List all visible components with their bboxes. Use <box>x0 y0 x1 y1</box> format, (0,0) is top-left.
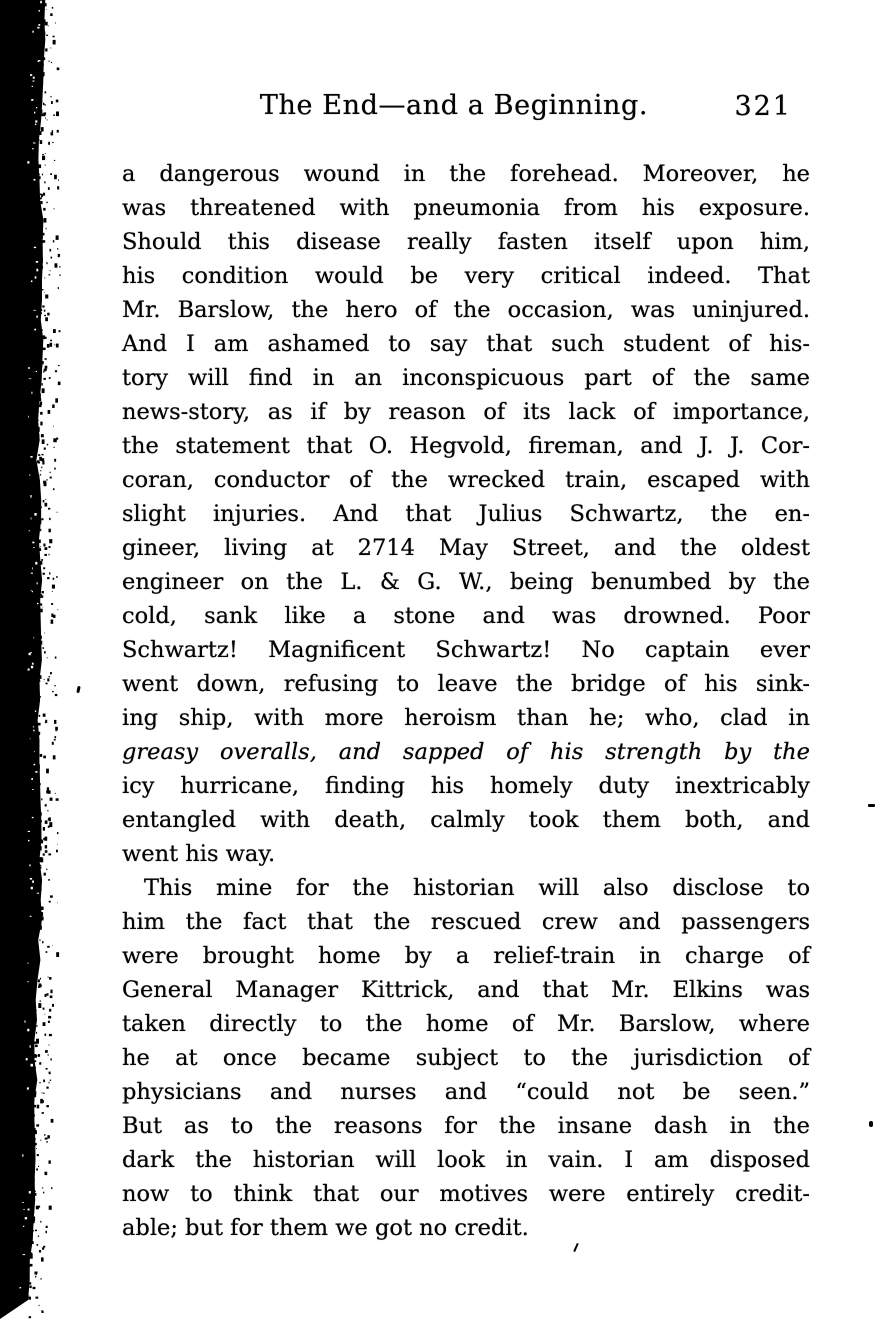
scan-speck <box>76 686 80 693</box>
text-line: ing ship, with more heroism than he; who, clad in <box>122 705 810 731</box>
running-head <box>122 90 810 132</box>
text-line: dark the historian will look in vain. I am disposed <box>122 1147 810 1173</box>
text-line: were brought home by a relief-train in charge of <box>122 943 810 969</box>
text-line: But as to the reasons for the insane dash in the <box>122 1113 810 1139</box>
text-line: physicians and nurses and “could not be seen.” <box>122 1079 810 1105</box>
text-line: he at once became subject to the jurisdiction of <box>122 1045 810 1071</box>
text-line: went down, refusing to leave the bridge of his sink- <box>122 671 810 697</box>
text-block <box>122 157 810 1245</box>
text-line: engineer on the L. & G. W., being benumbed by the <box>122 569 810 595</box>
binding-shadow <box>0 0 80 1319</box>
text-line: cold, sank like a stone and was drowned. Poor <box>122 603 810 629</box>
text-line: able; but for them we got no credit. <box>122 1215 529 1241</box>
text-line: him the fact that the rescued crew and passengers <box>122 909 810 935</box>
text-line: Mr. Barslow, the hero of the occasion, was uninjured. <box>122 297 810 323</box>
scan-speck <box>869 1121 873 1127</box>
text-line: entangled with death, calmly took them both, and <box>122 807 810 833</box>
text-line: news-story, as if by reason of its lack of importance, <box>122 399 810 425</box>
text-line: General Manager Kittrick, and that Mr. Elkins was <box>122 977 810 1003</box>
page-title: The End—and a Beginning. <box>259 90 649 121</box>
text-line: his condition would be very critical indeed. That <box>122 263 810 289</box>
paragraph <box>122 871 810 1245</box>
text-line: now to think that our motives were entirely credit- <box>122 1181 810 1207</box>
text-line: Should this disease really fasten itself upon him, <box>122 229 810 255</box>
text-line: And I am ashamed to say that such student of his- <box>122 331 810 357</box>
text-line: icy hurricane, finding his homely duty inextricably <box>122 773 810 799</box>
text-line: Schwartz! Magnificent Schwartz! No captain ever <box>122 637 810 663</box>
text-line: went his way. <box>122 841 276 867</box>
binding-noise-svg <box>0 0 80 1319</box>
text-line: gineer, living at 2714 May Street, and the oldest <box>122 535 810 561</box>
text-line: slight injuries. And that Julius Schwartz, the en- <box>122 501 810 527</box>
text-line: taken directly to the home of Mr. Barslow, where <box>122 1011 810 1037</box>
text-line: a dangerous wound in the forehead. Moreover, he <box>122 161 810 187</box>
page-number: 321 <box>734 91 792 122</box>
scan-speck <box>868 804 875 807</box>
text-line: the statement that O. Hegvold, fireman, and J. J. Cor- <box>122 433 810 459</box>
paragraph <box>122 157 810 871</box>
text-line: coran, conductor of the wrecked train, escaped with <box>122 467 810 493</box>
text-line: greasy overalls, and sapped of his strength by the <box>122 739 810 765</box>
text-line: was threatened with pneumonia from his exposure. <box>122 195 810 221</box>
text-line: This mine for the historian will also disclose to <box>144 875 810 901</box>
text-line: tory will find in an inconspicuous part of the same <box>122 365 810 391</box>
